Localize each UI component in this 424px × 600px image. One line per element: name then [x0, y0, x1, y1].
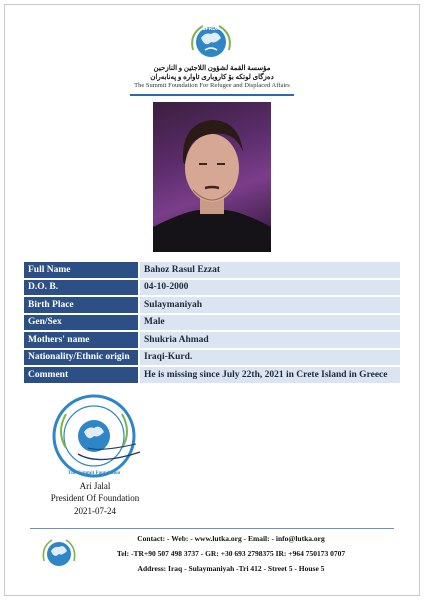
footer-phones: Tel: -TR+90 507 498 3737 - GR: +30 693 2798375 IR: +964 750173 0707: [116, 549, 346, 558]
row-label: Full Name: [24, 262, 138, 278]
seal-text: The Summit Foundation: [67, 471, 121, 476]
table-row: [24, 315, 400, 331]
logo-acronym: SFRDA: [202, 26, 220, 32]
row-value: Male: [140, 315, 400, 331]
row-value: He is missing since July 22th, 2021 in Crete Island in Greece: [140, 367, 400, 383]
signatory-title: President Of Foundation: [50, 493, 140, 503]
person-portrait-icon: [153, 102, 271, 252]
row-label: Gen/Sex: [24, 315, 138, 331]
row-label: Nationality/Ethnic origin: [24, 350, 138, 366]
table-row: [24, 367, 400, 383]
header-divider: [130, 94, 294, 96]
row-value: Iraqi-Kurd.: [140, 350, 400, 366]
portrait-photo: [153, 102, 271, 252]
footer-divider: [30, 528, 394, 529]
english-org-name: The Summit Foundation For Refugee and Displaced Affairs: [134, 82, 290, 89]
row-label: Birth Place: [24, 297, 138, 313]
globe-logo-icon: [185, 20, 237, 64]
table-row: [24, 332, 400, 348]
letterhead: [0, 20, 424, 98]
footer-contact: Contact: - Web: - www.lutka.org - Email: - info@lutka.org: [137, 534, 325, 543]
foundation-seal-icon: [48, 392, 144, 484]
table-row: [24, 297, 400, 313]
row-label: Mothers' name: [24, 332, 138, 348]
personal-info-table: [22, 260, 402, 385]
kurdish-org-name: دەزگای لوتکە بۆ کاروباری ئاوارە و پەنابەران: [150, 73, 274, 81]
footer-globe-logo-icon: [38, 535, 80, 573]
row-label: Comment: [24, 367, 138, 383]
table-row: [24, 280, 400, 296]
arabic-org-name: مؤسسة القمة لشؤون اللاجئين و النازحين: [153, 64, 271, 72]
row-label: D.O. B.: [24, 280, 138, 296]
table-row: [24, 262, 400, 278]
row-value: 04-10-2000: [140, 280, 400, 296]
footer-address: Address: Iraq - Sulaymaniyah -Tri 412 - Street 5 - House 5: [137, 564, 325, 573]
row-value: Shukria Ahmad: [140, 332, 400, 348]
table-row: [24, 350, 400, 366]
signatory-name: Ari Jalal: [79, 481, 111, 491]
signature-date: 2021-07-24: [74, 506, 116, 516]
row-value: Sulaymaniyah: [140, 297, 400, 313]
row-value: Bahoz Rasul Ezzat: [140, 262, 400, 278]
